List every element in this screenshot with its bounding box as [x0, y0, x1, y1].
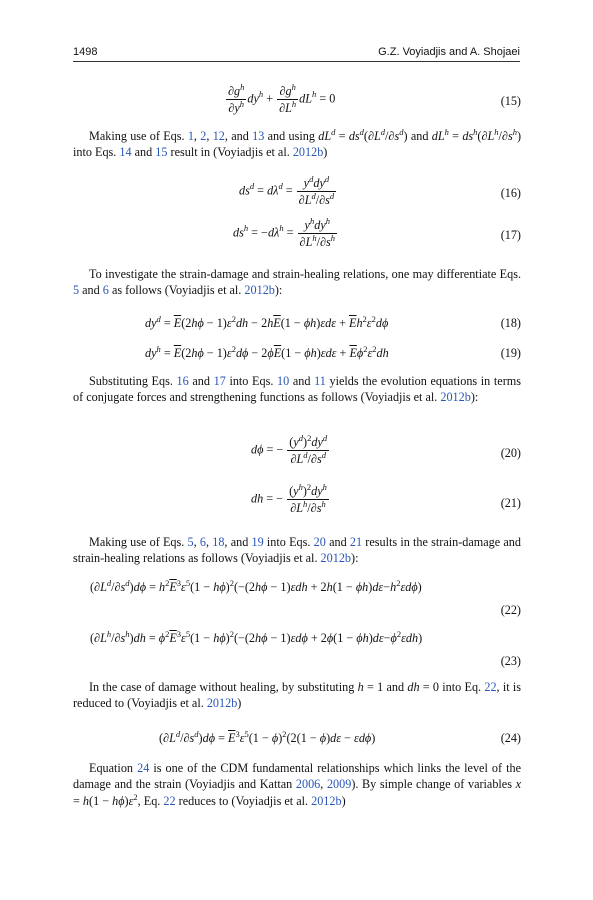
ref-eq-17[interactable]: 17	[213, 374, 226, 388]
ref-citation-2012b[interactable]: 2012b	[320, 551, 352, 566]
equation-21	[73, 481, 521, 526]
equation-19-number: (19)	[500, 346, 521, 360]
equation-23-body: $(\partial L^h/\partial s^h)dh = \phi^2\overline{E}^3\varepsilon^5(1 - h\phi)^2(-(2h\phi - 1)\varepsilon d\phi + 2\phi(1 - \phi h)d\varepsilon-\phi^2\varepsilon dh)$	[90, 628, 423, 645]
equation-21-body: dh = − $\frac{(y^h)^2dy^h}{\partial L^h/\partial s^h}$	[251, 481, 327, 515]
ref-citation-2009[interactable]: 2009	[326, 777, 352, 792]
equation-16-body: $ds^d = d\lambda^d$ = $\frac{y^ddy^d}{\partial L^d/\partial s^d}$	[239, 173, 335, 207]
paragraph-4-text-3: results in the strain-damage and strain-healing relations as follows (Voyiadjis et al.	[73, 535, 521, 566]
paragraph-4: Making use of Eqs. 5, 6, 18, and 19 into Eqs. 20 and 21 results in the strain-damage and strain-healing relations as follows (Voyiadjis et al. 2012b):	[73, 535, 521, 566]
equation-18	[73, 314, 521, 334]
ref-eq-5[interactable]: 5	[187, 535, 194, 549]
equation-15-body: $\frac{\partial g^h}{\partial y^h}$ $dy^h$ + $\frac{\partial g^h}{\partial L^h}$ $dL^h = 0$	[228, 81, 336, 115]
page-number: 1498	[73, 46, 98, 58]
paragraph-6-text-4: , Eq.	[137, 793, 161, 808]
running-header-authors: G.Z. Voyiadjis and A. Shojaei	[378, 46, 520, 58]
paragraph-5-text-2: into Eq.	[442, 680, 482, 694]
ref-eq-15[interactable]: 15	[155, 145, 168, 160]
ref-eq-11[interactable]: 11	[314, 374, 326, 388]
equation-24-number: (24)	[500, 731, 521, 745]
ref-eq-5[interactable]: 5	[73, 283, 80, 298]
paragraph-6: Equation 24 is one of the CDM fundamental relationships which links the level of the damage and the strain (Voyiadjis and Kattan 2006, 2009). By simple change of variables $x = h(1 - h\phi)\varepsilon^2$, Eq. 22 reduces to (Voyiadjis et al. 2012b)	[73, 761, 522, 808]
paragraph-4-text-2: into Eqs.	[266, 535, 311, 549]
paragraph-2-text-1: To investigate the strain-damage and strain-healing relations, one may differentiate Eqs.	[89, 267, 521, 281]
ref-citation-2006[interactable]: 2006	[295, 777, 321, 792]
equation-18-number: (18)	[500, 316, 521, 330]
ref-eq-6[interactable]: 6	[199, 535, 206, 549]
equation-23	[73, 629, 521, 669]
paragraph-3-text-2: into Eqs.	[229, 374, 274, 388]
equation-19	[73, 344, 521, 364]
equation-22-number: (22)	[500, 603, 521, 617]
ref-eq-13[interactable]: 13	[252, 129, 265, 143]
running-header	[73, 42, 520, 60]
ref-citation-2012b[interactable]: 2012b	[292, 145, 324, 160]
ref-eq-22[interactable]: 22	[163, 793, 176, 808]
paragraph-2: To investigate the strain-damage and strain-healing relations, one may differentiate Eqs. 5 and 6 as follows (Voyiadjis et al. 2012b):	[73, 267, 521, 298]
equation-23-number: (23)	[500, 654, 521, 668]
paragraph-6-text-2: is one of the CDM fundamental relationships which links the level of the damage and the strain (Voyiadjis and Kattan	[73, 761, 522, 792]
equation-18-body: $dy^d = \overline{E}(2h\phi - 1)\varepsilon^2dh - 2h\overline{E}(1 - \phi h)\varepsilon d\varepsilon + \overline{E}h^2\varepsilon^2d\phi$	[145, 313, 389, 330]
header-rule	[73, 61, 520, 62]
paragraph-6-text-3: ). By simple change of variables	[351, 777, 512, 792]
paragraph-1-text-2: and using	[267, 129, 315, 143]
ref-eq-16[interactable]: 16	[176, 374, 189, 388]
ref-citation-2012b[interactable]: 2012b	[311, 793, 342, 808]
paragraph-3-text-1: Substituting Eqs.	[89, 374, 173, 388]
ref-eq-12[interactable]: 12	[212, 129, 225, 143]
equation-22-body: $(\partial L^d/\partial s^d)d\phi = h^2\overline{E}^3\varepsilon^5(1 - h\phi)^2(-(2h\phi - 1)\varepsilon dh + 2h(1 - \phi h)d\varepsilon-h^2\varepsilon d\phi)$	[90, 577, 422, 594]
ref-eq-6[interactable]: 6	[102, 283, 109, 298]
paragraph-5: In the case of damage without healing, by substituting h = 1 and dh = 0 into Eq. 22, it is reduced to (Voyiadjis et al. 2012b)	[73, 680, 522, 711]
ref-eq-21[interactable]: 21	[349, 535, 363, 549]
paragraph-1-text-3: into Eqs.	[73, 145, 117, 160]
paragraph-3-text-3: yields the evolution equations in terms of conjugate forces and strengthening functions as follows (Voyiadjis et al.	[73, 374, 521, 405]
ref-eq-2[interactable]: 2	[200, 129, 207, 143]
paragraph-4-text-1: Making use of Eqs.	[89, 535, 185, 549]
equation-21-number: (21)	[500, 496, 521, 510]
ref-citation-2012b[interactable]: 2012b	[244, 283, 275, 298]
equation-15	[73, 81, 521, 120]
ref-eq-10[interactable]: 10	[277, 374, 290, 388]
paragraph-6-text-1: Equation	[89, 761, 134, 775]
ref-eq-1[interactable]: 1	[187, 129, 194, 143]
equation-17-number: (17)	[500, 228, 521, 242]
equation-24-body: $(\partial L^d/\partial s^d)d\phi = \overline{E}^3\varepsilon^5(1 - \phi)^2(2(1 - \phi)d\varepsilon - \varepsilon d\phi)$	[159, 728, 376, 745]
ref-eq-24[interactable]: 24	[137, 761, 150, 775]
ref-eq-14[interactable]: 14	[119, 145, 132, 160]
ref-eq-19[interactable]: 19	[251, 535, 264, 549]
ref-citation-2012b[interactable]: 2012b	[440, 390, 471, 405]
equation-24	[73, 729, 521, 751]
equation-20-number: (20)	[500, 446, 521, 460]
equation-19-body: $dy^h = \overline{E}(2h\phi - 1)\varepsilon^2d\phi - 2\phi\overline{E}(1 - \phi h)\varepsilon d\varepsilon + \overline{E}\phi^2\varepsilon^2dh$	[145, 343, 389, 360]
equation-15-number: (15)	[500, 94, 521, 108]
ref-eq-22[interactable]: 22	[484, 680, 497, 694]
equation-20	[73, 432, 521, 477]
paragraph-5-text-1: In the case of damage without healing, by substituting	[89, 680, 355, 694]
paragraph-1-text-1: Making use of Eqs.	[89, 129, 185, 143]
paragraph-1: Making use of Eqs. 1, 2, 12, and 13 and using $dL^d = ds^d(\partial L^d/\partial s^d)$ and $dL^h = ds^h(\partial L^h/\partial s^h)$ into Eqs. 14 and 15 result in (Voyiadjis et al. 2012b)	[73, 126, 522, 160]
ref-citation-2012b[interactable]: 2012b	[206, 696, 238, 711]
paragraph-6-text-5: reduces to (Voyiadjis et al.	[178, 793, 309, 808]
ref-eq-20[interactable]: 20	[313, 535, 326, 549]
paragraph-1-text-4: result in (Voyiadjis et al.	[170, 145, 290, 160]
equation-17	[73, 215, 521, 254]
paragraph-2-text-2: as follows (Voyiadjis et al.	[111, 283, 242, 298]
equation-17-body: $ds^h = -d\lambda^h$ = $\frac{y^hdy^h}{\partial L^h/\partial s^h}$	[233, 215, 336, 249]
ref-eq-18[interactable]: 18	[212, 535, 225, 549]
equation-22	[73, 578, 521, 618]
paragraph-5-text-3: , it is reduced to (Voyiadjis et al.	[73, 680, 522, 711]
equation-16	[73, 173, 521, 212]
paragraph-3: Substituting Eqs. 16 and 17 into Eqs. 10 and 11 yields the evolution equations in terms of conjugate forces and strengthening functions as follows (Voyiadjis et al. 2012b):	[73, 374, 521, 405]
equation-16-number: (16)	[500, 186, 521, 200]
equation-20-body: dϕ = − $\frac{(y^d)^2dy^d}{\partial L^d/\partial s^d}$	[251, 432, 328, 466]
